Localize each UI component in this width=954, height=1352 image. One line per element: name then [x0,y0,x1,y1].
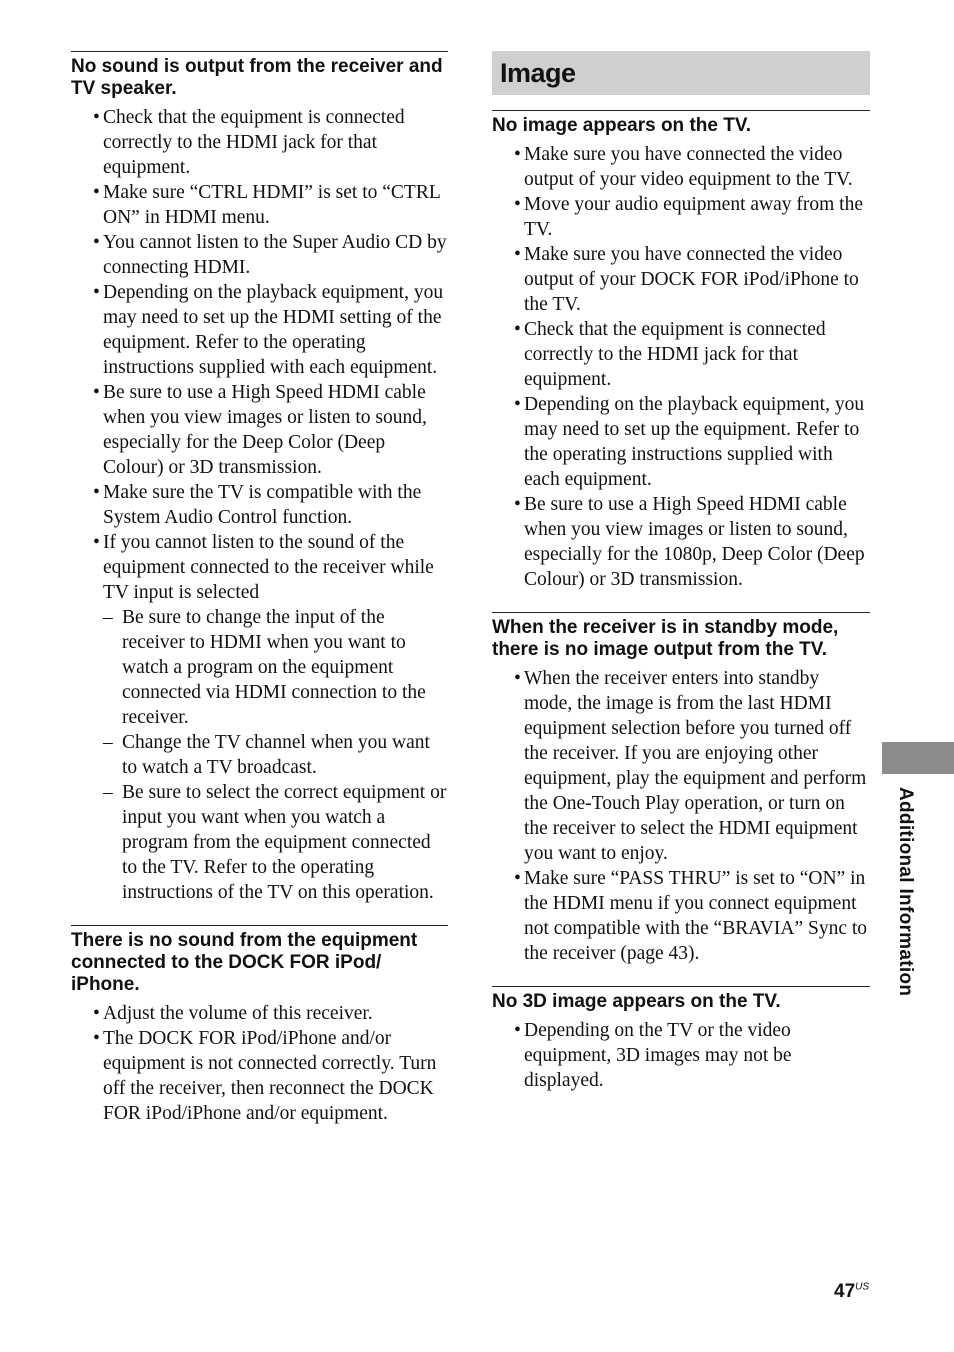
dash-glyph: – [103,732,113,753]
troubleshooting-section [492,986,870,1093]
bullet-list [492,142,870,592]
bullet-text: Be sure to use a High Speed HDMI cable when you view images or listen to sound, especially for the 1080p, Deep Color (Deep Colour) or 3D transmission. [524,494,865,590]
left-sections [71,51,448,1126]
bullet-text: If you cannot listen to the sound of the equipment connected to the receiver while TV input is selected [103,532,434,603]
bullet-item [492,866,870,966]
troubleshooting-section [71,51,448,905]
bullet-text: Depending on the playback equipment, you may need to set up the equipment. Refer to the operating instructions supplied with each equipment. [524,394,865,490]
bullet-glyph: • [93,532,100,553]
bullet-item [492,666,870,866]
bullet-list [492,666,870,966]
bullet-item [71,480,448,530]
bullet-item [492,317,870,392]
section-heading: There is no sound from the equipment connected to the DOCK FOR iPod/ iPhone. [71,930,418,995]
troubleshooting-section [492,110,870,592]
left-column [71,0,448,1126]
bullet-list [71,1001,448,1126]
bullet-text: Depending on the TV or the video equipment, 3D images may not be displayed. [524,1020,792,1091]
troubleshooting-section [71,925,448,1126]
right-column [492,0,870,1093]
bullet-glyph: • [514,668,521,689]
bullet-glyph: • [514,244,521,265]
bullet-text: Adjust the volume of this receiver. [103,1003,373,1024]
bullet-text: Depending on the playback equipment, you may need to set up the HDMI setting of the equipment. Refer to the operating instructions supplied with each equipment. [103,282,444,378]
section-heading: No 3D image appears on the TV. [492,991,781,1012]
sub-item [103,780,448,905]
sub-item [103,730,448,780]
side-tab-label: Additional Information [895,787,916,997]
bullet-text: Make sure you have connected the video output of your DOCK FOR iPod/iPhone to the TV. [524,244,859,315]
bullet-glyph: • [514,1020,521,1041]
bullet-glyph: • [514,494,521,515]
bullet-list [492,1018,870,1093]
sub-item-text: Be sure to change the input of the receiver to HDMI when you want to watch a program on the equipment connected via HDMI connection to the receiver. [122,607,426,728]
page-number-value: 47 [834,1281,856,1302]
bullet-item [492,1018,870,1093]
bullet-glyph: • [514,319,521,340]
bullet-glyph: • [514,868,521,889]
bullet-text: When the receiver enters into standby mode, the image is from the last HDMI equipment selection before you turned off the receiver. If you are enjoying other equipment, play the equipment and perform the One-Touch Play operation, or turn on the receiver to select the HDMI equipment you want to enjoy. [524,668,867,864]
troubleshooting-section [492,612,870,966]
bullet-item [71,105,448,180]
dash-glyph: – [103,607,113,628]
bullet-item [492,242,870,317]
bullet-list [71,105,448,905]
bullet-glyph: • [93,282,100,303]
bullet-item [71,380,448,480]
bullet-text: Move your audio equipment away from the TV. [524,194,863,240]
dash-glyph: – [103,782,113,803]
bullet-glyph: • [93,182,100,203]
right-sections [492,110,870,1093]
bullet-item [492,392,870,492]
bullet-glyph: • [93,382,100,403]
bullet-text: Make sure “CTRL HDMI” is set to “CTRL ON” in HDMI menu. [103,182,441,228]
side-index-tab [882,742,954,774]
section-heading: No sound is output from the receiver and TV speaker. [71,56,443,99]
bullet-glyph: • [514,194,521,215]
bullet-item [71,1026,448,1126]
bullet-text: You cannot listen to the Super Audio CD by connecting HDMI. [103,232,447,278]
bullet-item [492,192,870,242]
bullet-item [492,492,870,592]
bullet-text: Make sure you have connected the video output of your video equipment to the TV. [524,144,853,190]
page-number [834,1281,869,1303]
bullet-text: Make sure the TV is compatible with the System Audio Control function. [103,482,422,528]
bullet-text: Check that the equipment is connected correctly to the HDMI jack for that equipment. [524,319,826,390]
section-heading: When the receiver is in standby mode, there is no image output from the TV. [492,617,839,660]
bullet-item [71,280,448,380]
bullet-glyph: • [514,394,521,415]
bullet-glyph: • [93,107,100,128]
bullet-item [492,142,870,192]
sub-list [103,605,448,905]
sub-item-text: Change the TV channel when you want to watch a TV broadcast. [122,732,430,778]
section-banner-image: Image [492,51,870,95]
bullet-item [71,1001,448,1026]
bullet-glyph: • [93,232,100,253]
bullet-text: Make sure “PASS THRU” is set to “ON” in the HDMI menu if you connect equipment not compatible with the “BRAVIA” Sync to the receiver (page 43). [524,868,868,964]
bullet-glyph: • [514,144,521,165]
section-heading: No image appears on the TV. [492,115,752,136]
sub-item [103,605,448,730]
bullet-glyph: • [93,482,100,503]
bullet-text: Check that the equipment is connected correctly to the HDMI jack for that equipment. [103,107,405,178]
bullet-glyph: • [93,1028,100,1049]
sub-item-text: Be sure to select the correct equipment or input you want when you watch a program from the equipment connected to the TV. Refer to the operating instructions of the TV on this operation. [122,782,447,903]
bullet-text: The DOCK FOR iPod/iPhone and/or equipment is not connected correctly. Turn off the receiver, then reconnect the DOCK FOR iPod/iPhone and/or equipment. [103,1028,437,1124]
bullet-item [71,230,448,280]
page-number-suffix: US [855,1281,870,1293]
bullet-item [71,530,448,905]
bullet-item [71,180,448,230]
bullet-text: Be sure to use a High Speed HDMI cable when you view images or listen to sound, especially for the Deep Color (Deep Colour) or 3D transmission. [103,382,427,478]
bullet-glyph: • [93,1003,100,1024]
